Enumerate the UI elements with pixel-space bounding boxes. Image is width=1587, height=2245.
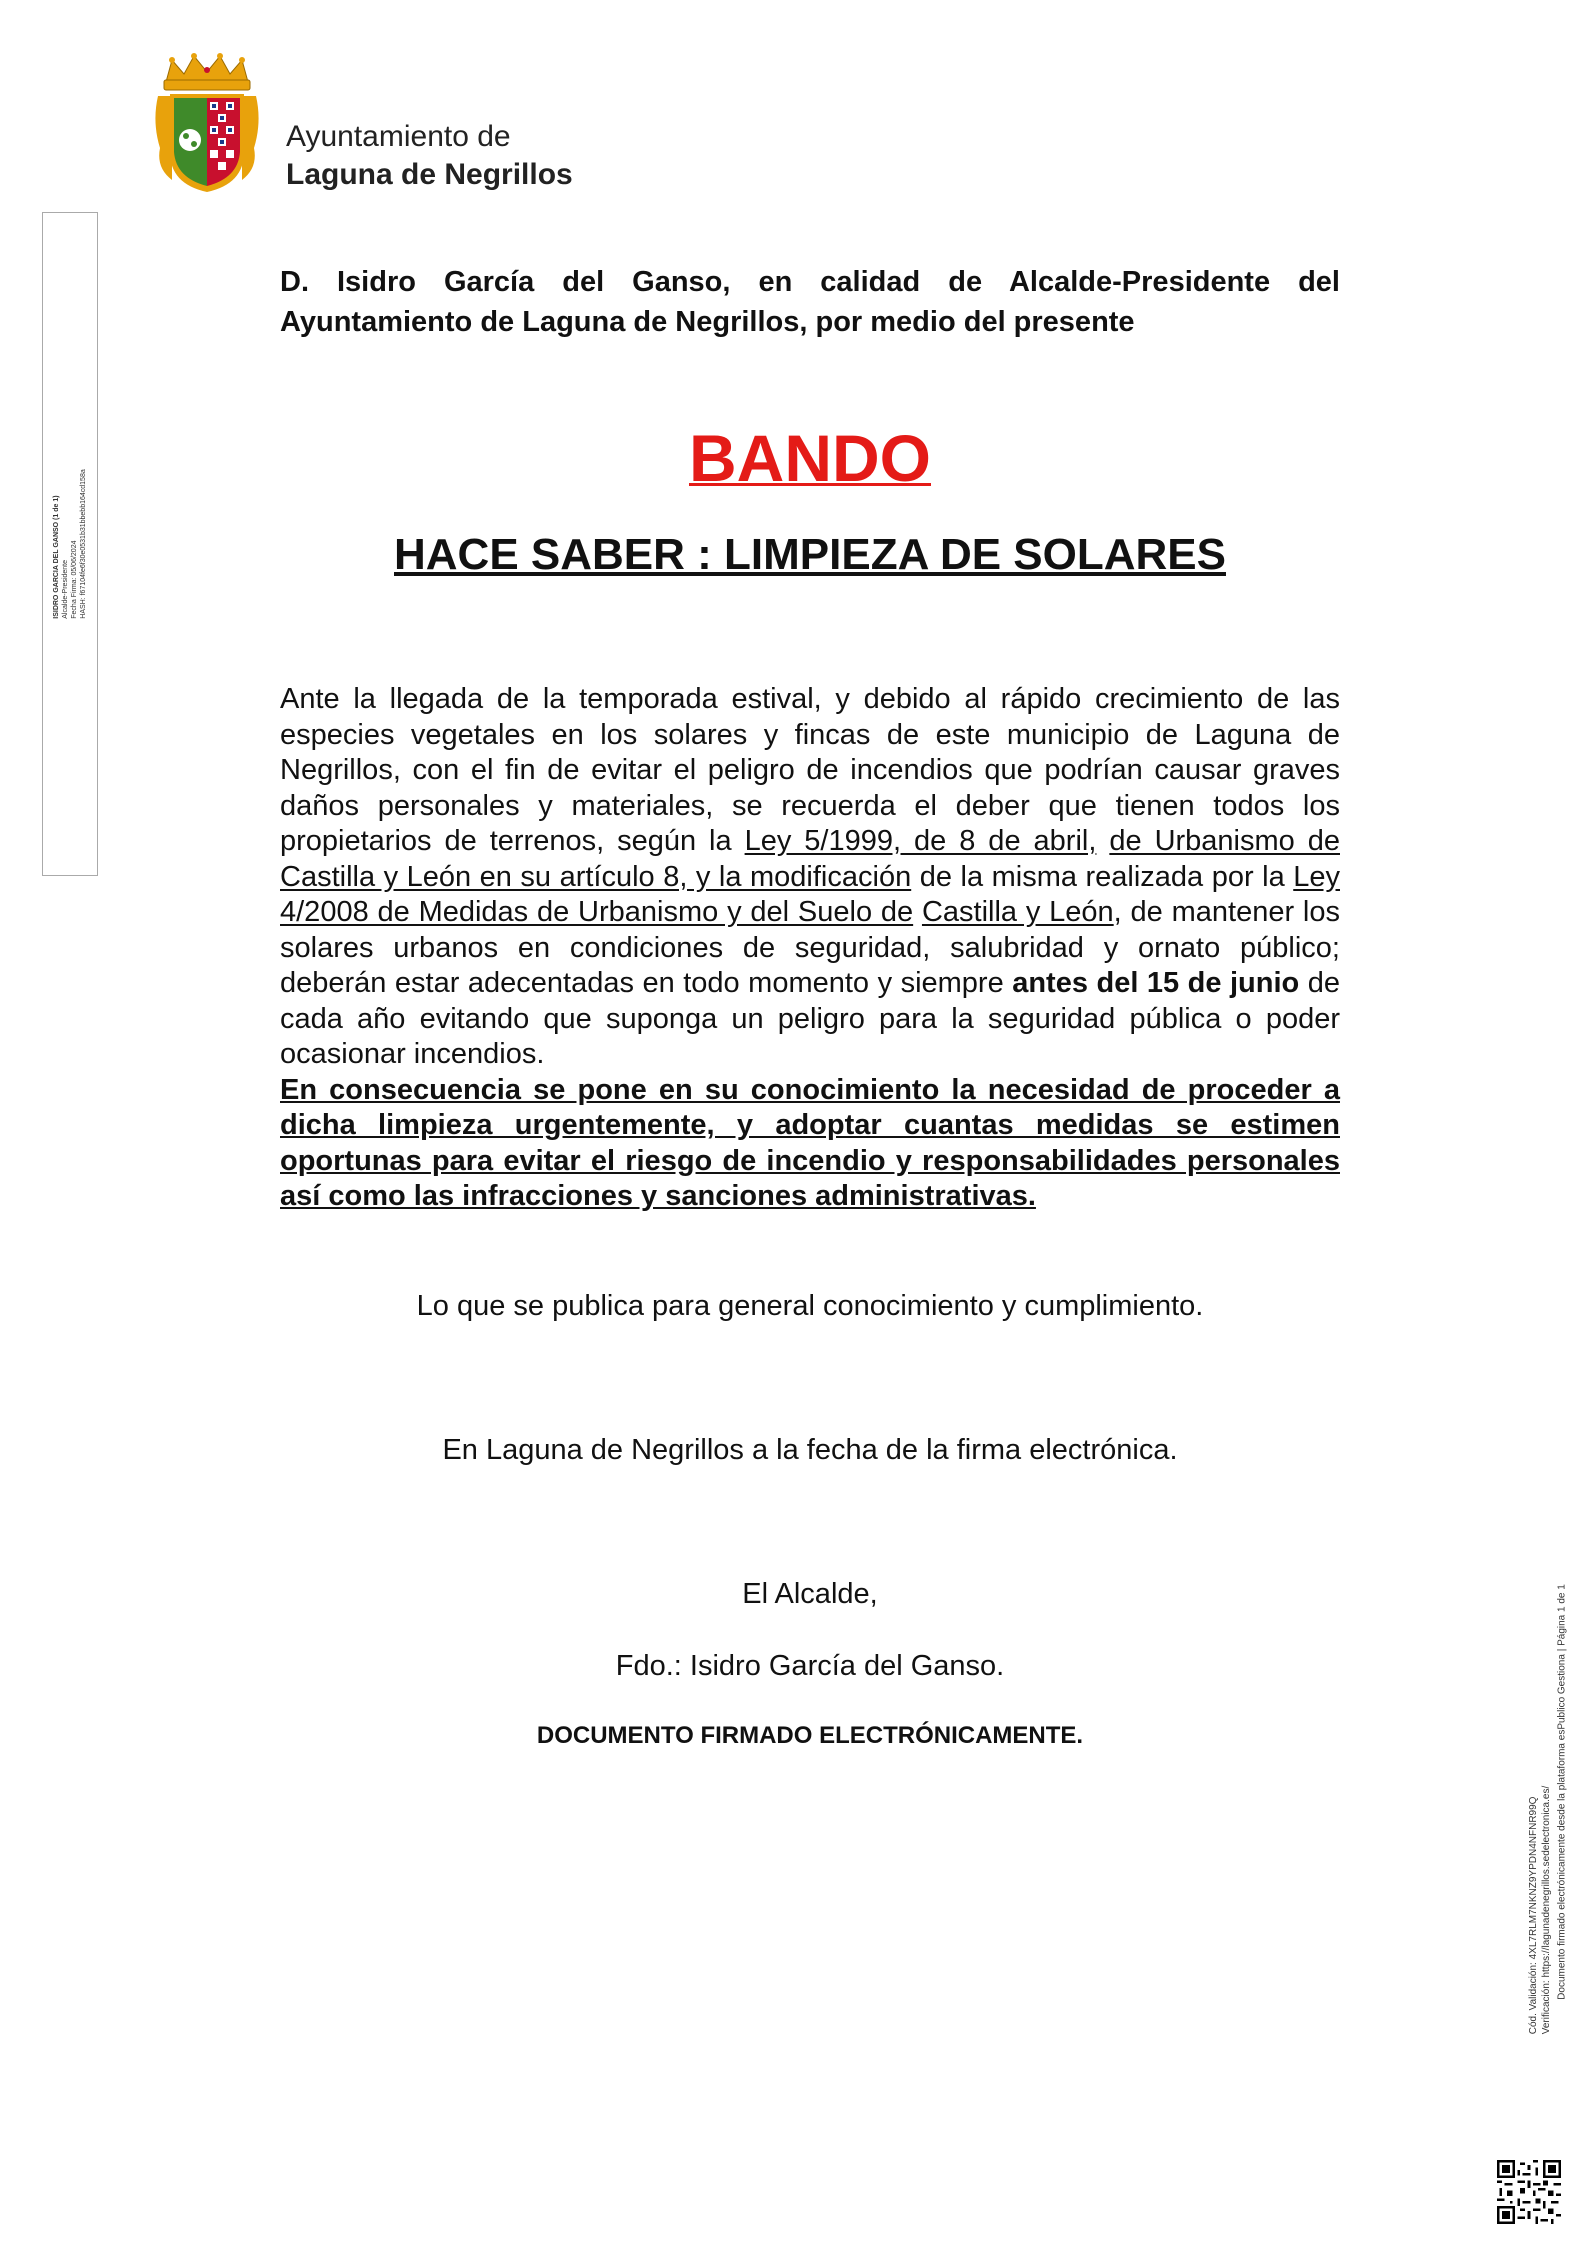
publish-line: Lo que se publica para general conocimiento y cumplimiento. <box>416 1290 1204 1322</box>
bando-title: BANDO <box>689 421 931 495</box>
body-text-4 <box>913 896 922 928</box>
verification-url: Verificación: https://lagunadenegrillos.sedelectronica.es/ <box>1541 1785 1552 2035</box>
org-prefix: Ayuntamiento de <box>286 120 511 153</box>
signature-text <box>52 469 88 618</box>
body-text-3: de la misma realizada por la <box>911 860 1294 893</box>
validation-code: Cód. Validación: 4XL7RLM7NKNZ9YPDN4NFNR99Q <box>1528 1796 1539 2035</box>
platform-info-block <box>1552 1584 1572 2000</box>
document-subtitle: HACE SABER : LIMPIEZA DE SOLARES <box>394 530 1226 579</box>
signature-date-line: Fecha Firma: 05/06/2024 <box>71 540 78 619</box>
intro-paragraph: D. Isidro García del Ganso, en calidad de Alcalde-Presidente del Ayuntamiento de Laguna de Negrillos, por medio del presente <box>280 266 1340 338</box>
law-reference-1b: de Urbanismo de Castilla y León en su artículo 8, y la modificación <box>280 825 1340 893</box>
law-reference-2: Ley 4/2008 de Medidas de Urbanismo y del Suelo de <box>280 860 1340 928</box>
place-date-line: En Laguna de Negrillos a la fecha de la firma electrónica. <box>442 1434 1178 1466</box>
body-text-6: de cada año evitando que suponga un peligro para la seguridad pública o poder ocasionar incendios. <box>280 967 1340 1070</box>
deadline-text: antes del 15 de junio <box>1012 967 1300 999</box>
electronic-signature-notice: DOCUMENTO FIRMADO ELECTRÓNICAMENTE. <box>536 1722 1084 1749</box>
verification-text <box>1527 1786 1553 2034</box>
org-name: Laguna de Negrillos <box>286 158 573 191</box>
body-paragraph <box>280 682 1340 1215</box>
signer-role-line: Alcalde-Presidente <box>62 559 69 619</box>
law-reference-2b: Castilla y León <box>921 896 1114 928</box>
consequence-paragraph: En consecuencia se pone en su conocimiento la necesidad de proceder a dicha limpieza urgentemente, y adoptar cuantas medidas se estimen oportunas para evitar el riesgo de incendio y responsabilidades personales así como las infracciones y sanciones administrativas. <box>280 1073 1340 1212</box>
signatory-name: Fdo.: Isidro García del Ganso. <box>615 1650 1005 1682</box>
municipal-crest-icon <box>152 52 262 194</box>
signatory-title: El Alcalde, <box>742 1578 878 1610</box>
law-reference-1: Ley 5/1999, de 8 de abril, <box>744 825 1097 857</box>
body-text-5: , de mantener los solares urbanos en condiciones de seguridad, salubridad y ornato público; deberán estar adecentadas en todo momento y siempre <box>280 896 1340 999</box>
qr-code-icon[interactable] <box>1497 2160 1561 2224</box>
body-text-1: Ante la llegada de la temporada estival, y debido al rápido crecimiento de las especies vegetales en los solares y fincas de este municipio de Laguna de Negrillos, con el fin de evitar el peligro de incendios que podrían causar graves daños personales y materiales, se recuerda el deber que tienen todos los propietarios de terrenos, según la <box>280 683 1340 857</box>
body-text-2 <box>1096 825 1109 857</box>
platform-info: Documento firmado electrónicamente desde la plataforma esPublico Gestiona | Página 1 de 1 <box>1556 1584 1568 2000</box>
signature-hash-line: HASH: f67104fe6f30e0531b31bbebb164cd158a <box>80 469 87 619</box>
signature-strip <box>42 212 98 876</box>
organization-name <box>286 118 573 194</box>
signer-line: ISIDRO GARCIA DEL GANSO (1 de 1) <box>53 495 60 619</box>
